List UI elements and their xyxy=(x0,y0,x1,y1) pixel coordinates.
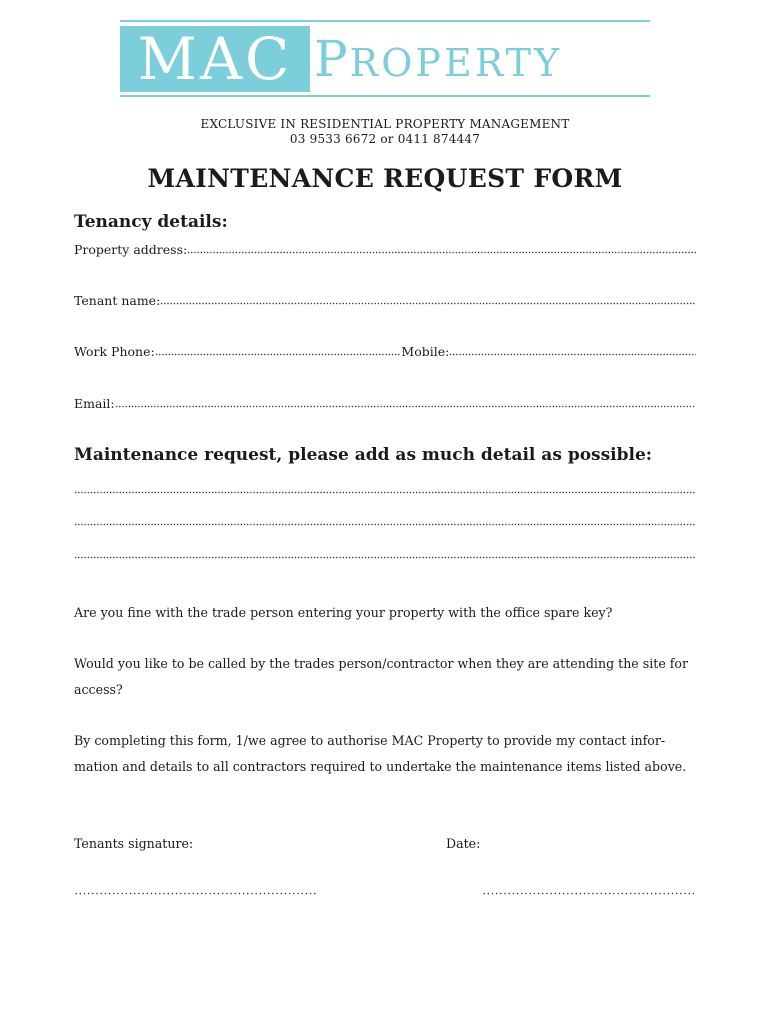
property-address-label: Property address: xyxy=(74,242,188,257)
email-field[interactable] xyxy=(74,396,696,411)
tenant-name-blank[interactable] xyxy=(160,295,696,305)
company-phone: 03 9533 6672 or 0411 874447 xyxy=(289,132,481,146)
logo-property-text xyxy=(314,26,650,92)
spare-key-question: Are you fine with the trade person entering your property with the office spare key? xyxy=(74,605,613,620)
logo-property-initial: P xyxy=(314,30,350,88)
email-label: Email: xyxy=(74,396,115,411)
logo-top-rule xyxy=(120,20,650,22)
work-phone-label: Work Phone: xyxy=(74,344,155,359)
mac-property-logo xyxy=(120,20,650,98)
company-tagline: EXCLUSIVE IN RESIDENTIAL PROPERTY MANAGEMENT xyxy=(200,117,570,131)
email-blank[interactable] xyxy=(115,398,696,408)
tenancy-details-heading: Tenancy details: xyxy=(74,212,228,232)
tenant-name-field[interactable] xyxy=(74,293,696,308)
logo-bottom-rule xyxy=(120,95,650,97)
logo-mac-text: MAC xyxy=(120,26,310,92)
tenant-name-label: Tenant name: xyxy=(74,293,161,308)
phone-field-row[interactable] xyxy=(74,344,696,359)
logo-property-rest: ROPERTY xyxy=(349,41,563,85)
property-address-blank[interactable] xyxy=(187,244,696,254)
property-address-field[interactable] xyxy=(74,242,696,257)
signature-blank[interactable] xyxy=(74,892,316,896)
form-title: MAINTENANCE REQUEST FORM xyxy=(147,164,623,193)
mobile-label: Mobile: xyxy=(401,344,450,359)
date-label: Date: xyxy=(446,836,481,851)
maintenance-line-2[interactable] xyxy=(74,523,696,527)
mobile-blank[interactable] xyxy=(449,346,696,356)
call-contractor-question: Would you like to be called by the trades person/contractor when they are attending the site for access? xyxy=(74,656,689,697)
tenant-signature-label: Tenants signature: xyxy=(74,836,194,851)
date-blank[interactable] xyxy=(482,892,694,896)
maintenance-request-heading: Maintenance request, please add as much detail as possible: xyxy=(74,445,653,465)
work-phone-blank[interactable] xyxy=(155,346,402,356)
maintenance-line-1[interactable] xyxy=(74,491,696,495)
maintenance-line-3[interactable] xyxy=(74,556,696,560)
authorisation-statement: By completing this form, 1/we agree to authorise MAC Property to provide my contact infor-mation and details to all contractors required to undertake the maintenance items listed above. xyxy=(74,733,687,774)
